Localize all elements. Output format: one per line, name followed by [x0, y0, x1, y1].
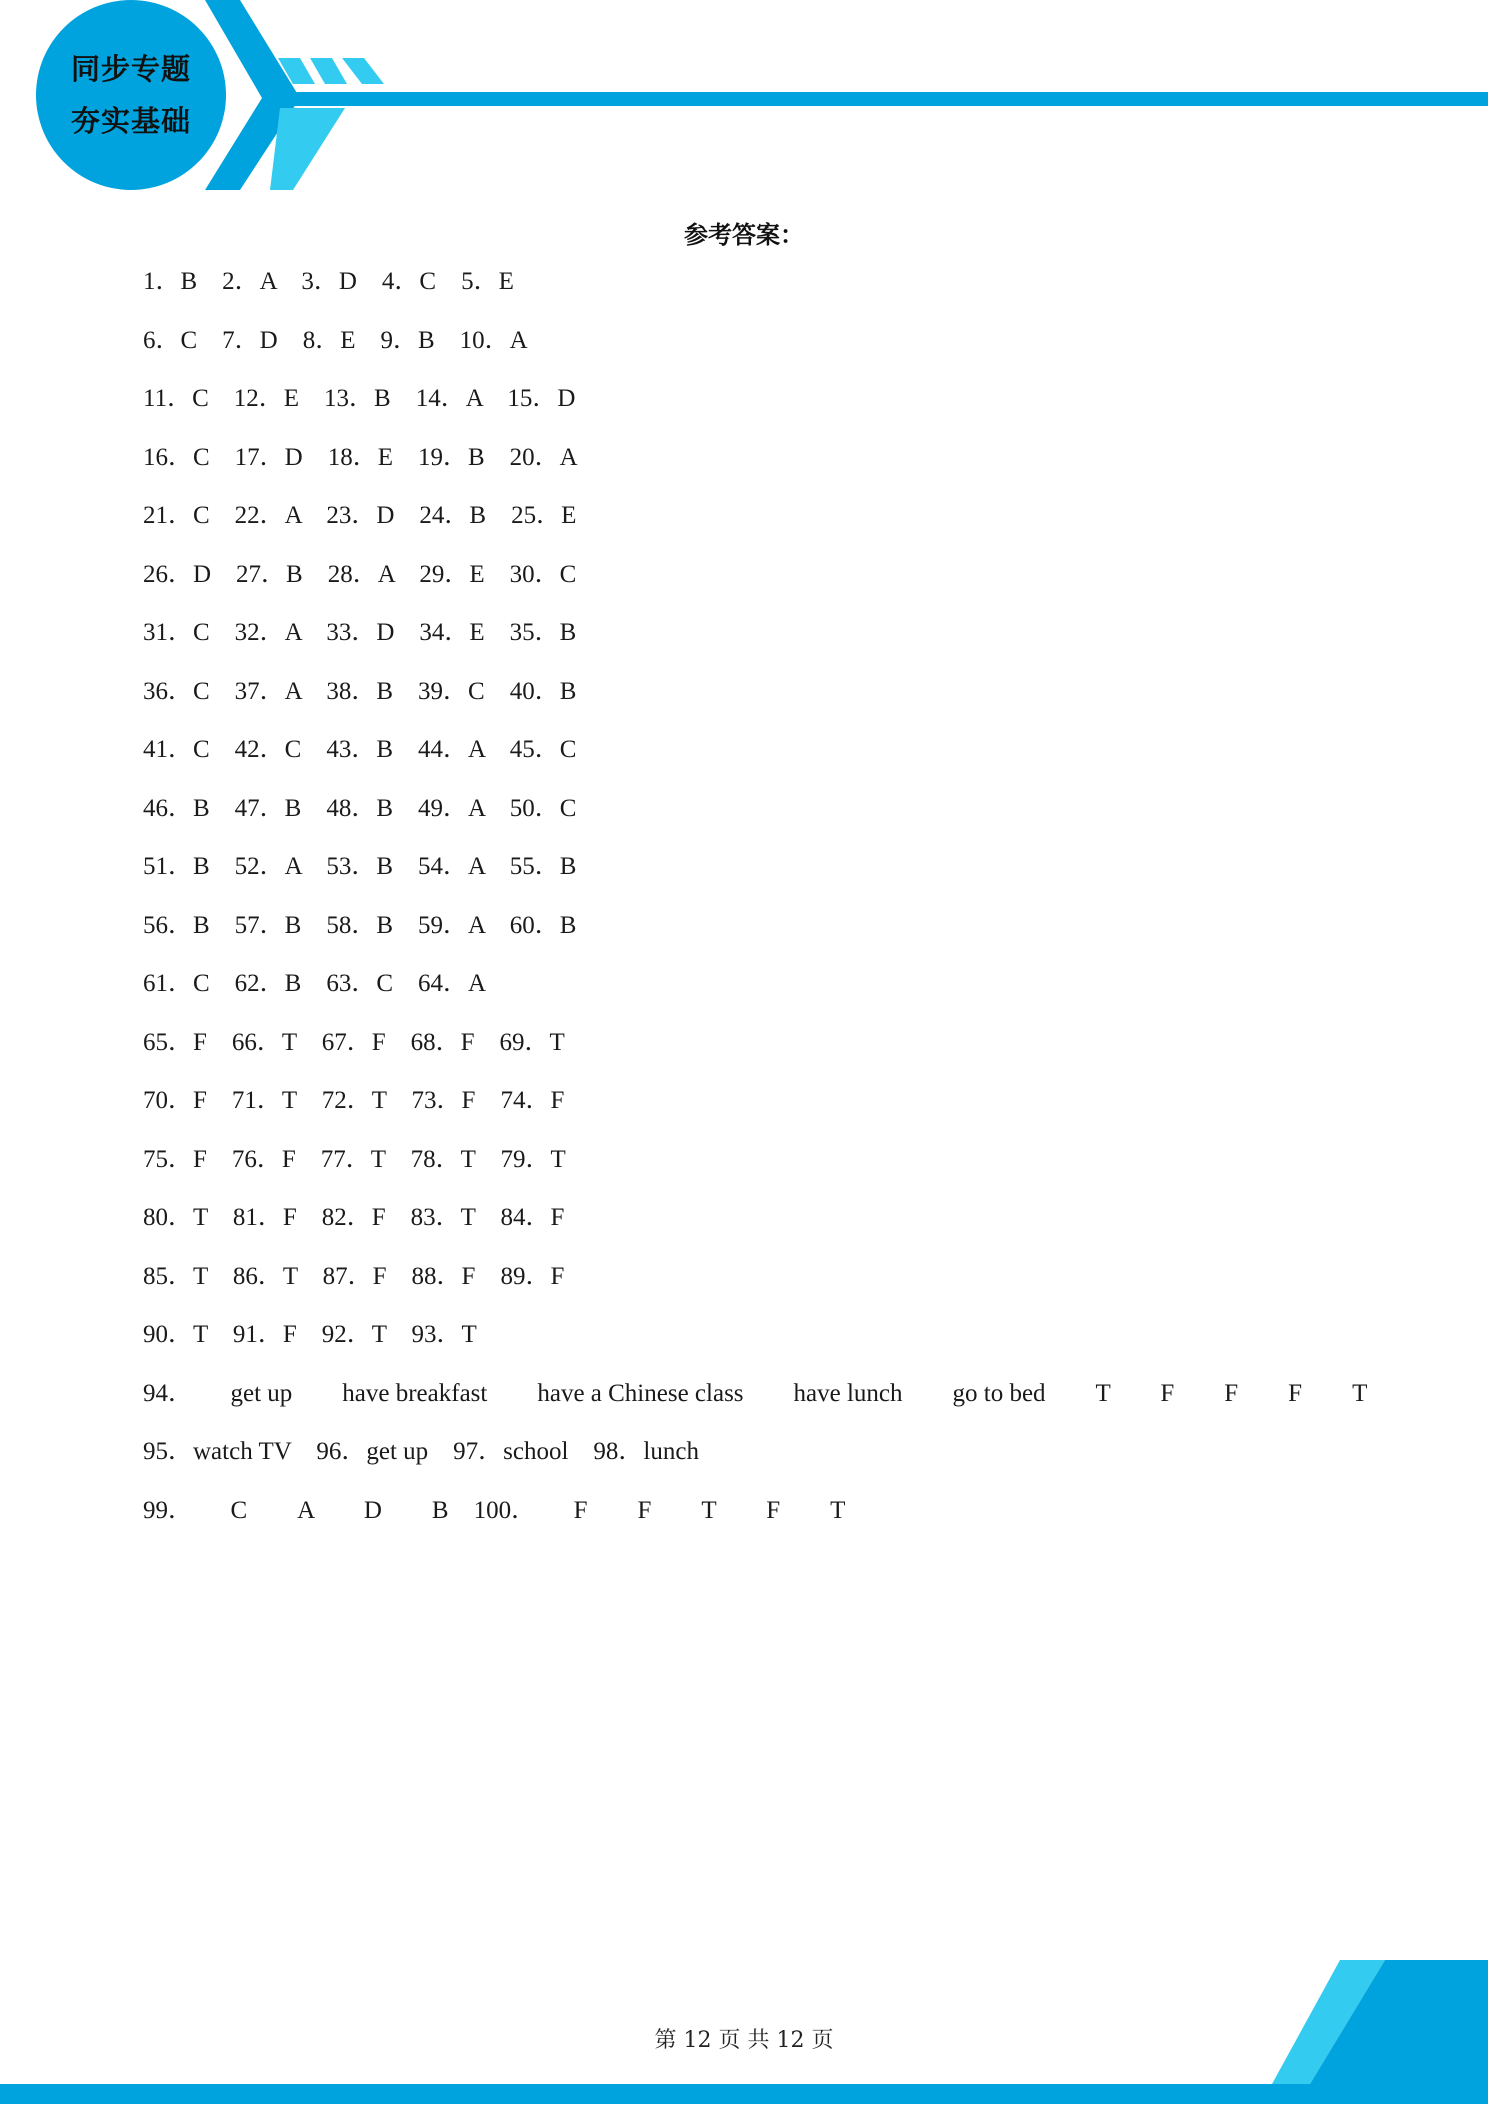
answer-line: 51．B 52．A 53．B 54．A 55．B — [143, 853, 577, 880]
footer-bar — [0, 2084, 1488, 2104]
answer-line: 26．D 27．B 28．A 29．E 30．C — [143, 560, 577, 588]
header-stripe-2 — [310, 58, 347, 84]
answer-line: 65．F 66．T 67．F 68．F 69．T — [143, 1028, 565, 1056]
header-bar — [280, 92, 1488, 106]
answer-line: 94． get up have breakfast have a Chinese class have lunch go to bed T F F F T — [143, 1379, 1368, 1407]
answer-line: 31．C 32．A 33．D 34．E 35．B — [143, 619, 577, 646]
answer-line: 16．C 17．D 18．E 19．B 20．A — [143, 443, 578, 471]
answer-line: 75．F 76．F 77．T 78．T 79．T — [143, 1145, 566, 1173]
answer-line: 85．T 86．T 87．F 88．F 89．F — [143, 1262, 565, 1290]
page-header — [0, 0, 1488, 200]
header-slant-light — [270, 108, 345, 190]
answer-line: 6．C 7．D 8．E 9．B 10．A — [143, 326, 528, 354]
badge-line-1: 同步专题 — [70, 52, 191, 86]
answer-line: 21．C 22．A 23．D 24．B 25．E — [143, 502, 577, 529]
answer-line: 90．T 91．F 92．T 93．T — [143, 1321, 477, 1348]
answer-list — [143, 262, 1368, 1549]
badge-line-2: 夯实基础 — [70, 104, 191, 138]
answer-line: 46．B 47．B 48．B 49．A 50．C — [143, 794, 577, 822]
answer-line: 80．T 81．F 82．F 83．T 84．F — [143, 1204, 565, 1231]
answer-line: 61．C 62．B 63．C 64．A — [143, 970, 487, 997]
answer-line: 1．B 2．A 3．D 4．C 5．E — [143, 268, 514, 295]
answer-line: 36．C 37．A 38．B 39．C 40．B — [143, 677, 577, 705]
page-title: 参考答案： — [684, 220, 804, 249]
header-stripe-3 — [342, 58, 384, 84]
answer-line: 56．B 57．B 58．B 59．A 60．B — [143, 911, 577, 939]
answer-line: 41．C 42．C 43．B 44．A 45．C — [143, 736, 577, 763]
answer-line: 95．watch TV 96．get up 97．school 98．lunch — [143, 1438, 699, 1465]
answer-line: 70．F 71．T 72．T 73．F 74．F — [143, 1087, 565, 1114]
page-number: 第 12 页 共 12 页 — [654, 2028, 834, 2053]
answer-line: 99． C A D B 100． F F T F T — [143, 1496, 846, 1524]
header-badge — [36, 0, 226, 190]
answer-line: 11．C 12．E 13．B 14．A 15．D — [143, 385, 576, 412]
